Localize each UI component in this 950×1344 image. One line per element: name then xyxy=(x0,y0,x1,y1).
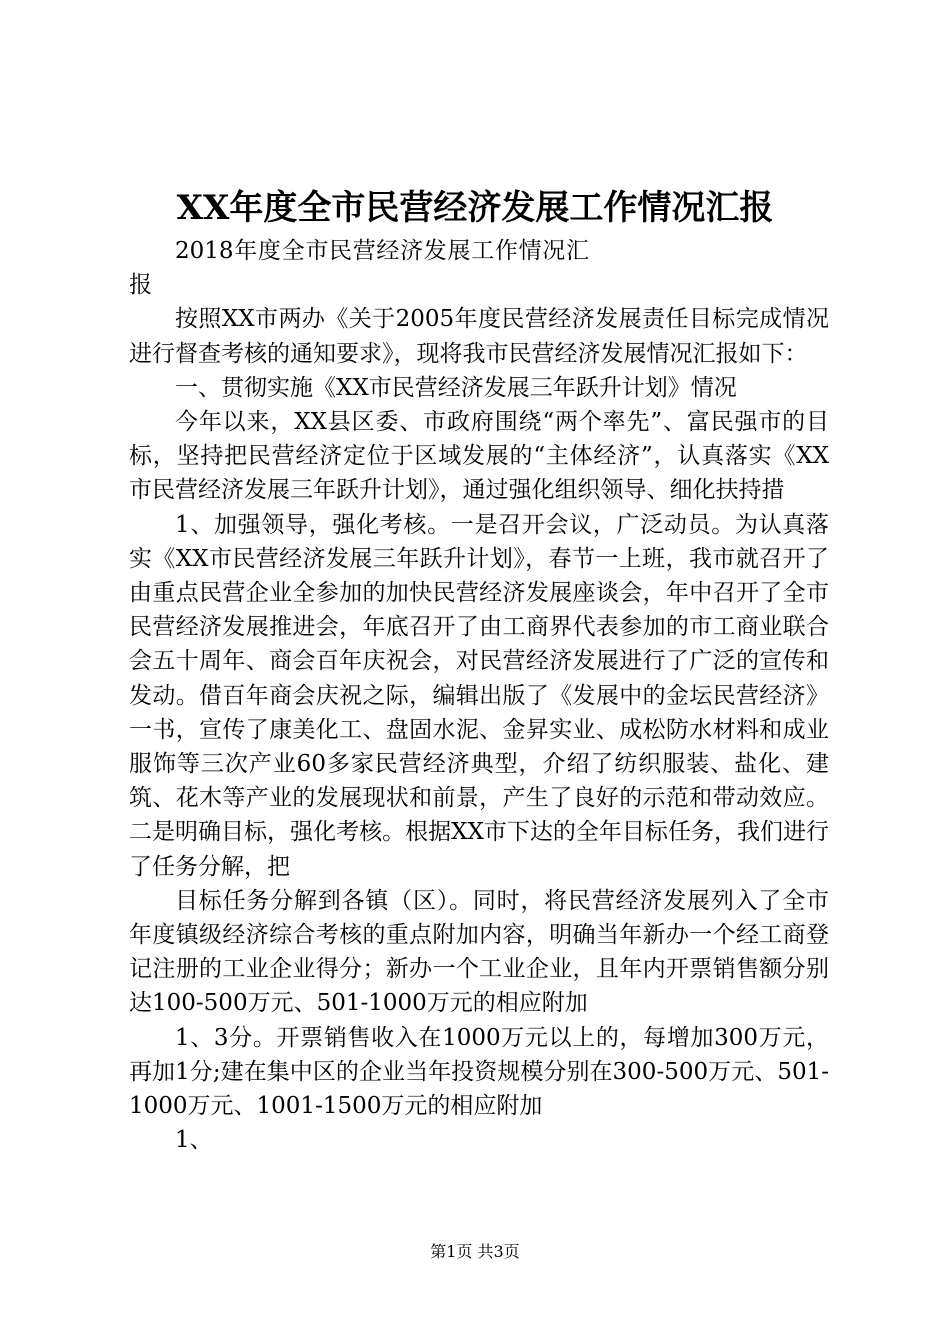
subtitle-paragraph: 2018年度全市民营经济发展工作情况汇报 xyxy=(129,238,589,299)
body-paragraph: 今年以来，XX县区委、市政府围绕“两个率先”、富民强市的目标，坚持把民营经济定位于区域发展的“主体经济”，认真落实《XX市民营经济发展三年跃升计划》，通过强化组织领导、细化扶持措 xyxy=(129,409,829,504)
body-paragraph: 1、 xyxy=(175,1127,213,1154)
document-body xyxy=(129,234,829,1157)
section-heading: 一、贯彻实施《XX市民营经济发展三年跃升计划》情况 xyxy=(175,374,737,401)
intro-paragraph: 按照XX市两办《关于2005年度民营经济发展责任目标完成情况进行督查考核的通知要求》，现将我市民营经济发展情况汇报如下： xyxy=(129,306,829,367)
body-paragraph: 1、加强领导，强化考核。一是召开会议，广泛动员。为认真落实《XX市民营经济发展三年跃升计划》，春节一上班，我市就召开了由重点民营企业全参加的加快民营经济发展座谈会，年中召开了全市民营经济发展推进会，年底召开了由工商界代表参加的市工商业联合会五十周年、商会百年庆祝会，对民营经济发展进行了广泛的宣传和发动。借百年商会庆祝之际，编辑出版了《发展中的金坛民营经济》一书，宣传了康美化工、盘固水泥、金昇实业、成松防水材料和成业服饰等三次产业60多家民营经济典型，介绍了纺织服装、盐化、建筑、花木等产业的发展现状和前景，产生了良好的示范和带动效应。二是明确目标，强化考核。根据XX市下达的全年目标任务，我们进行了任务分解，把 xyxy=(129,511,829,880)
page-footer: 第1页 共3页 xyxy=(430,1242,520,1261)
body-paragraph: 目标任务分解到各镇（区）。同时，将民营经济发展列入了全市年度镇级经济综合考核的重点附加内容，明确当年新办一个经工商登记注册的工业企业得分；新办一个工业企业，且年内开票销售额分别达100-500万元、501-1000万元的相应附加 xyxy=(129,887,829,1017)
body-paragraph: 1、3分。开票销售收入在1000万元以上的，每增加300万元，再加1分;建在集中区的企业当年投资规模分别在300-500万元、501-1000万元、1001-1500万元的相应附加 xyxy=(129,1024,829,1120)
document-title: XX年度全市民营经济发展工作情况汇报 xyxy=(176,188,774,228)
